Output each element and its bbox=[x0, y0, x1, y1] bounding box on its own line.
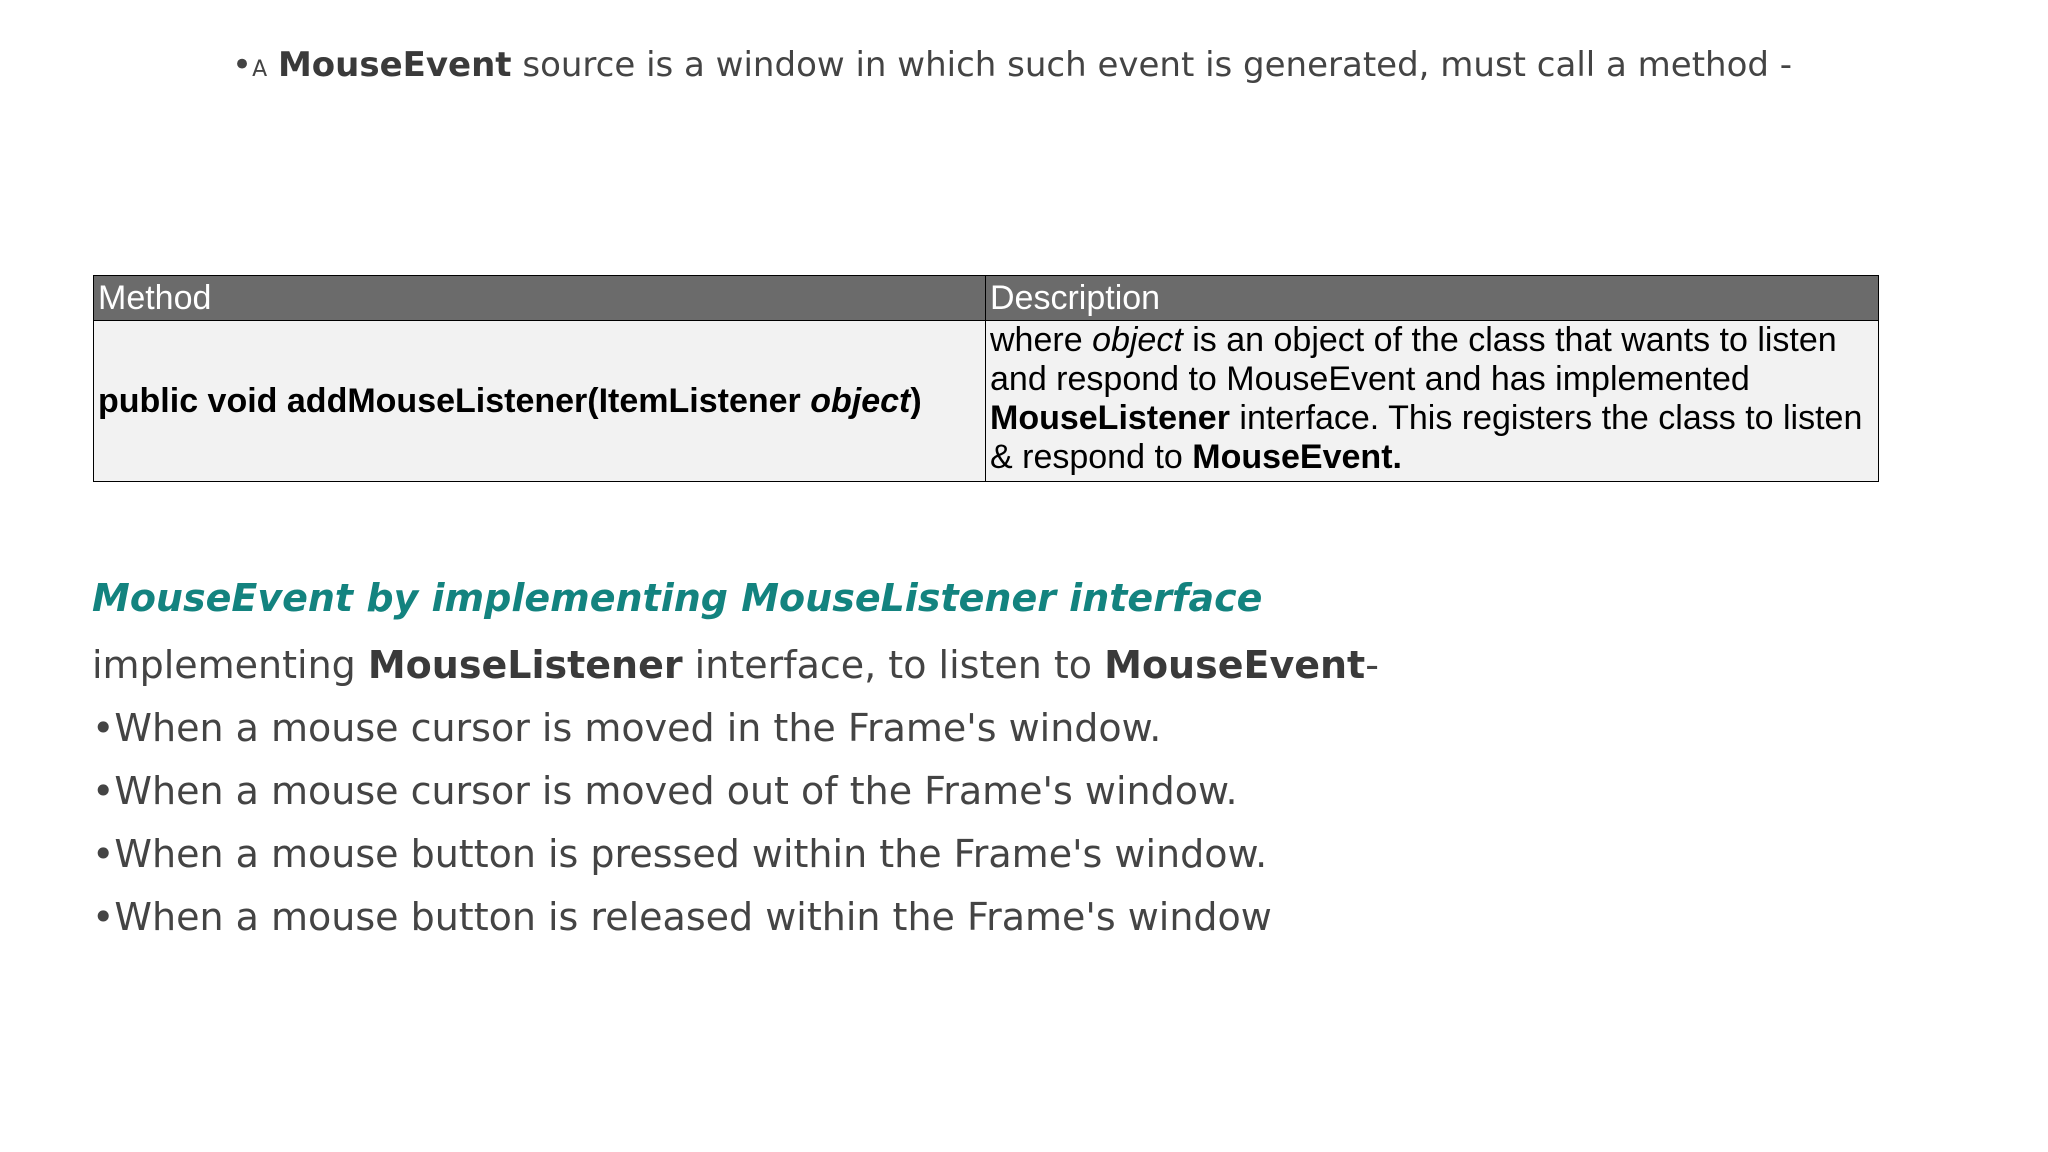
header-description: Description bbox=[986, 276, 1879, 321]
lead-text: - bbox=[1365, 643, 1379, 687]
method-suffix: ) bbox=[910, 381, 922, 420]
section-lead bbox=[92, 634, 1379, 697]
list-item: •When a mouse cursor is moved out of the Frame's window. bbox=[92, 769, 1238, 813]
desc-text: is an object of the class that wants to listen and respond to MouseEvent and has implemented bbox=[990, 321, 1837, 398]
intro-line bbox=[232, 40, 1792, 95]
intro-bullet: • bbox=[232, 45, 253, 85]
desc-param: object bbox=[1092, 321, 1183, 359]
lead-event: MouseEvent bbox=[1104, 643, 1366, 687]
method-cell bbox=[94, 321, 986, 482]
description-cell bbox=[986, 321, 1879, 482]
lead-text: interface, to listen to bbox=[682, 643, 1105, 687]
list-item: •When a mouse cursor is moved in the Frame's window. bbox=[92, 706, 1162, 750]
table-header-row bbox=[94, 276, 1879, 321]
method-signature: public void addMouseListener(ItemListener bbox=[98, 381, 811, 420]
desc-text: where bbox=[990, 321, 1093, 359]
intro-term: MouseEvent bbox=[277, 45, 512, 85]
intro-rest: source is a window in which such event is generated, must call a method - bbox=[511, 45, 1793, 85]
lead-interface: MouseListener bbox=[367, 643, 683, 687]
header-method: Method bbox=[94, 276, 986, 321]
table-row bbox=[94, 321, 1879, 482]
method-param: object bbox=[810, 381, 911, 420]
method-table bbox=[93, 275, 1879, 482]
desc-text: interface. This registers the class to listen & respond to bbox=[990, 399, 1863, 476]
lead-text: implementing bbox=[92, 643, 368, 687]
list-item: •When a mouse button is pressed within the Frame's window. bbox=[92, 832, 1268, 876]
intro-article: A bbox=[252, 57, 268, 82]
section-body bbox=[92, 634, 1379, 949]
desc-event: MouseEvent. bbox=[1192, 438, 1402, 476]
section-heading: MouseEvent by implementing MouseListener interface bbox=[92, 576, 1263, 620]
desc-interface: MouseListener bbox=[990, 399, 1230, 437]
list-item: •When a mouse button is released within the Frame's window bbox=[92, 895, 1272, 939]
